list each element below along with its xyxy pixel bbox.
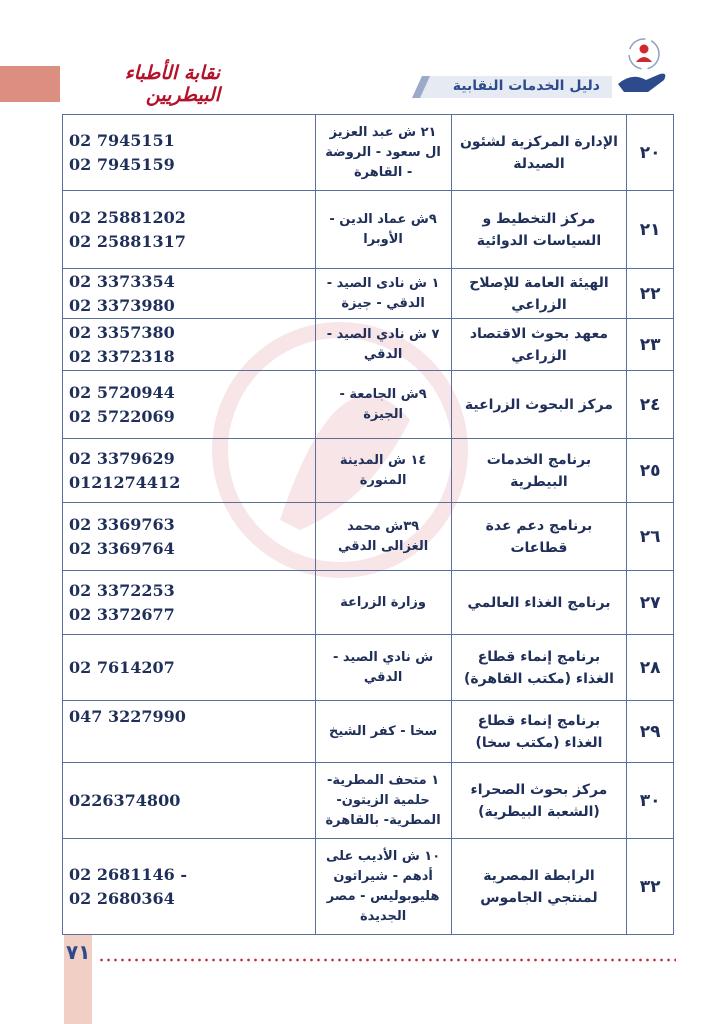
service-name: برنامج الخدمات البيطرية: [451, 439, 627, 503]
service-address: ش نادي الصيد - الدقي: [315, 635, 451, 701]
row-number: ٢٨: [627, 635, 674, 701]
service-address: ٢١ ش عبد العزيز ال سعود - الروضة - القاهرة: [315, 115, 451, 191]
phone-1: 02 25881202: [69, 207, 186, 227]
service-phones: [63, 571, 316, 635]
phone-1: 02 3379629: [69, 448, 175, 468]
row-number: ٢٧: [627, 571, 674, 635]
row-number: ٢٣: [627, 319, 674, 371]
phone-1: 02 5720944: [69, 382, 175, 402]
page-number: ٧١: [66, 940, 91, 964]
phone-2: 02 25881317: [69, 231, 186, 251]
service-name: برنامج إنماء قطاع الغذاء (مكتب سخا): [451, 701, 627, 763]
service-phones: [63, 191, 316, 269]
table-row: [63, 191, 674, 269]
row-number: ٣٢: [627, 839, 674, 935]
phone-2: 02 7945159: [69, 154, 175, 174]
row-number: ٣٠: [627, 763, 674, 839]
service-name: مركز بحوث الصحراء (الشعبة البيطرية): [451, 763, 627, 839]
table-row: [63, 269, 674, 319]
row-number: ٢٩: [627, 701, 674, 763]
table-row: [63, 503, 674, 571]
service-phones: [63, 503, 316, 571]
table-row: [63, 371, 674, 439]
service-name: معهد بحوث الاقتصاد الزراعي: [451, 319, 627, 371]
service-address: ١ متحف المطرية- حلمية الزيتون- المطرية- بالقاهرة: [315, 763, 451, 839]
phone-2: 02 2680364: [69, 888, 175, 908]
phone-2: 02 3373980: [69, 295, 175, 315]
service-phones: [63, 839, 316, 935]
phone-1: 02 7945151: [69, 130, 175, 150]
service-name: الهيئة العامة للإصلاح الزراعي: [451, 269, 627, 319]
service-name: الإدارة المركزية لشئون الصيدلة: [451, 115, 627, 191]
phone-2: 02 3369764: [69, 538, 175, 558]
phone-1: 047 3227990: [69, 707, 186, 726]
row-number: ٢٤: [627, 371, 674, 439]
guide-banner: [412, 76, 612, 98]
service-phones: [63, 269, 316, 319]
service-phones: [63, 319, 316, 371]
service-address: ١٤ ش المدينة المنورة: [315, 439, 451, 503]
service-name: مركز التخطيط و السياسات الدوائية: [451, 191, 627, 269]
service-address: ١ ش نادى الصيد - الدقي - جيزة: [315, 269, 451, 319]
service-name: برنامج الغذاء العالمي: [451, 571, 627, 635]
phone-1: 02 3373354: [69, 271, 175, 291]
hand-person-icon: [612, 36, 672, 100]
service-phones: [63, 635, 316, 701]
row-number: ٢٥: [627, 439, 674, 503]
syndicate-logo-title: نقابة الأطباء البيطريين: [124, 62, 220, 106]
table-row: [63, 319, 674, 371]
service-address: ٣٩ش محمد الغزالى الدقي: [315, 503, 451, 571]
phone-1: 02 7614207: [69, 657, 175, 677]
row-number: ٢٢: [627, 269, 674, 319]
table-row: [63, 839, 674, 935]
service-name: الرابطة المصرية لمنتجي الجاموس: [451, 839, 627, 935]
service-name: برنامج دعم عدة قطاعات: [451, 503, 627, 571]
service-address: ٩ش الجامعة - الجيزة: [315, 371, 451, 439]
phone-1: 02 3372253: [69, 580, 175, 600]
service-address: سخا - كفر الشيخ: [315, 701, 451, 763]
service-phones: [63, 371, 316, 439]
phone-1: 02 2681146 -: [69, 864, 187, 884]
service-address: ٩ش عماد الدين - الأوبرا: [315, 191, 451, 269]
phone-2: 02 3372318: [69, 346, 175, 366]
table-row: [63, 115, 674, 191]
phone-2: 02 3372677: [69, 604, 175, 624]
guide-title: دليل الخدمات النقابية: [452, 78, 600, 94]
services-table: [62, 114, 674, 935]
table-row: [63, 701, 674, 763]
phone-1: 02 3357380: [69, 322, 175, 342]
service-phones: [63, 439, 316, 503]
footer-dotted-line: [98, 958, 676, 962]
service-phones: [63, 701, 316, 763]
table-row: [63, 635, 674, 701]
table-row: [63, 439, 674, 503]
table-row: [63, 763, 674, 839]
phone-1: 02 3369763: [69, 514, 175, 534]
service-name: برنامج إنماء قطاع الغذاء (مكتب القاهرة): [451, 635, 627, 701]
service-phones: [63, 115, 316, 191]
phone-1: 0226374800: [69, 790, 181, 810]
row-number: ٢١: [627, 191, 674, 269]
service-name: مركز البحوث الزراعية: [451, 371, 627, 439]
service-address: ١٠ ش الأديب على أدهم - شيراتون هليوبوليس - مصر الجديدة: [315, 839, 451, 935]
service-address: وزارة الزراعة: [315, 571, 451, 635]
phone-2: 0121274412: [69, 472, 181, 492]
service-address: ٧ ش نادي الصيد - الدقي: [315, 319, 451, 371]
row-number: ٢٦: [627, 503, 674, 571]
table-row: [63, 571, 674, 635]
service-phones: [63, 763, 316, 839]
corner-accent-block: [0, 66, 60, 102]
row-number: ٢٠: [627, 115, 674, 191]
phone-2: 02 5722069: [69, 406, 175, 426]
